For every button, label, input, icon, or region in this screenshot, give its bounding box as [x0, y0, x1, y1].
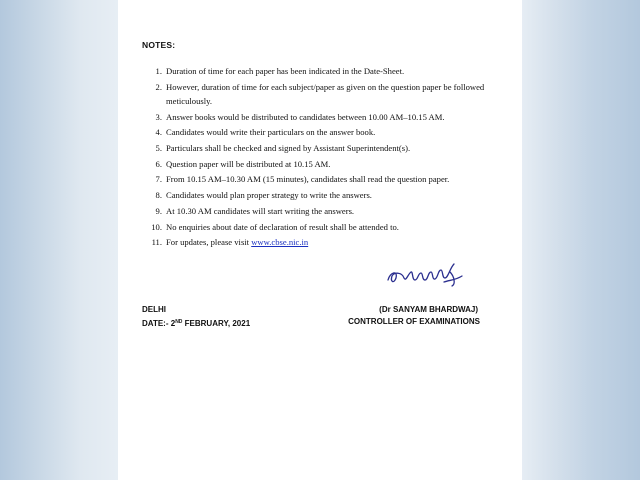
item-number: 3.: [155, 111, 162, 122]
date: DATE:- 2ND FEBRUARY, 2021: [142, 319, 251, 328]
list-item: [142, 157, 502, 171]
item-number: 7.: [155, 174, 162, 185]
list-item: [142, 64, 502, 78]
item-text: Particulars shall be checked and signed by Assistant Superintendent(s).: [166, 143, 411, 154]
item-text: [166, 235, 502, 249]
list-item: [142, 80, 502, 108]
item-number: 5.: [155, 143, 162, 154]
item-text: Candidates would plan proper strategy to write the answers.: [166, 190, 372, 201]
item-number: 1.: [155, 66, 162, 76]
item-text: However, duration of time for each subject/paper as given on the question paper be followed meticulously.: [166, 81, 485, 106]
item-number: 9.: [155, 205, 162, 216]
item-text: At 10.30 AM candidates will start writing the answers.: [166, 205, 355, 216]
item-number: 10.: [151, 221, 162, 232]
place: DELHI: [142, 305, 166, 314]
item-text: No enquiries about date of declaration of result shall be attended to.: [166, 221, 399, 232]
item-number: 11.: [151, 237, 162, 248]
item-number: 4.: [155, 127, 162, 138]
list-item: [142, 235, 502, 249]
list-item: [142, 204, 502, 218]
signatory-name: (Dr SANYAM BHARDWAJ): [379, 305, 478, 314]
footer-right: [340, 304, 480, 328]
item-number: 2.: [155, 81, 162, 92]
footer-left: [142, 304, 250, 330]
document-page: [118, 0, 522, 480]
list-item: [142, 220, 502, 234]
signatory-title: CONTROLLER OF EXAMINATIONS: [348, 317, 480, 326]
list-item: [142, 172, 502, 186]
item-text: Candidates would write their particulars on the answer book.: [166, 127, 376, 138]
list-item: [142, 125, 502, 139]
notes-heading: NOTES:: [142, 40, 176, 50]
list-item: [142, 188, 502, 202]
item-text: Question paper will be distributed at 10.15 AM.: [166, 158, 331, 169]
item-number: 8.: [155, 190, 162, 201]
item-number: 6.: [155, 158, 162, 169]
background-right-blur: [522, 0, 640, 480]
signature-image: [384, 258, 480, 288]
item-text: From 10.15 AM–10.30 AM (15 minutes), candidates shall read the question paper.: [166, 174, 450, 185]
notes-list: [142, 64, 502, 251]
background-left-blur: [0, 0, 118, 480]
cbse-website-link[interactable]: www.cbse.nic.in: [251, 237, 309, 248]
item-text: Duration of time for each paper has been indicated in the Date-Sheet.: [166, 66, 405, 76]
updates-text: For updates, please visit: [166, 237, 252, 248]
item-text: Answer books would be distributed to candidates between 10.00 AM–10.15 AM.: [166, 111, 445, 122]
list-item: [142, 110, 502, 124]
list-item: [142, 141, 502, 155]
